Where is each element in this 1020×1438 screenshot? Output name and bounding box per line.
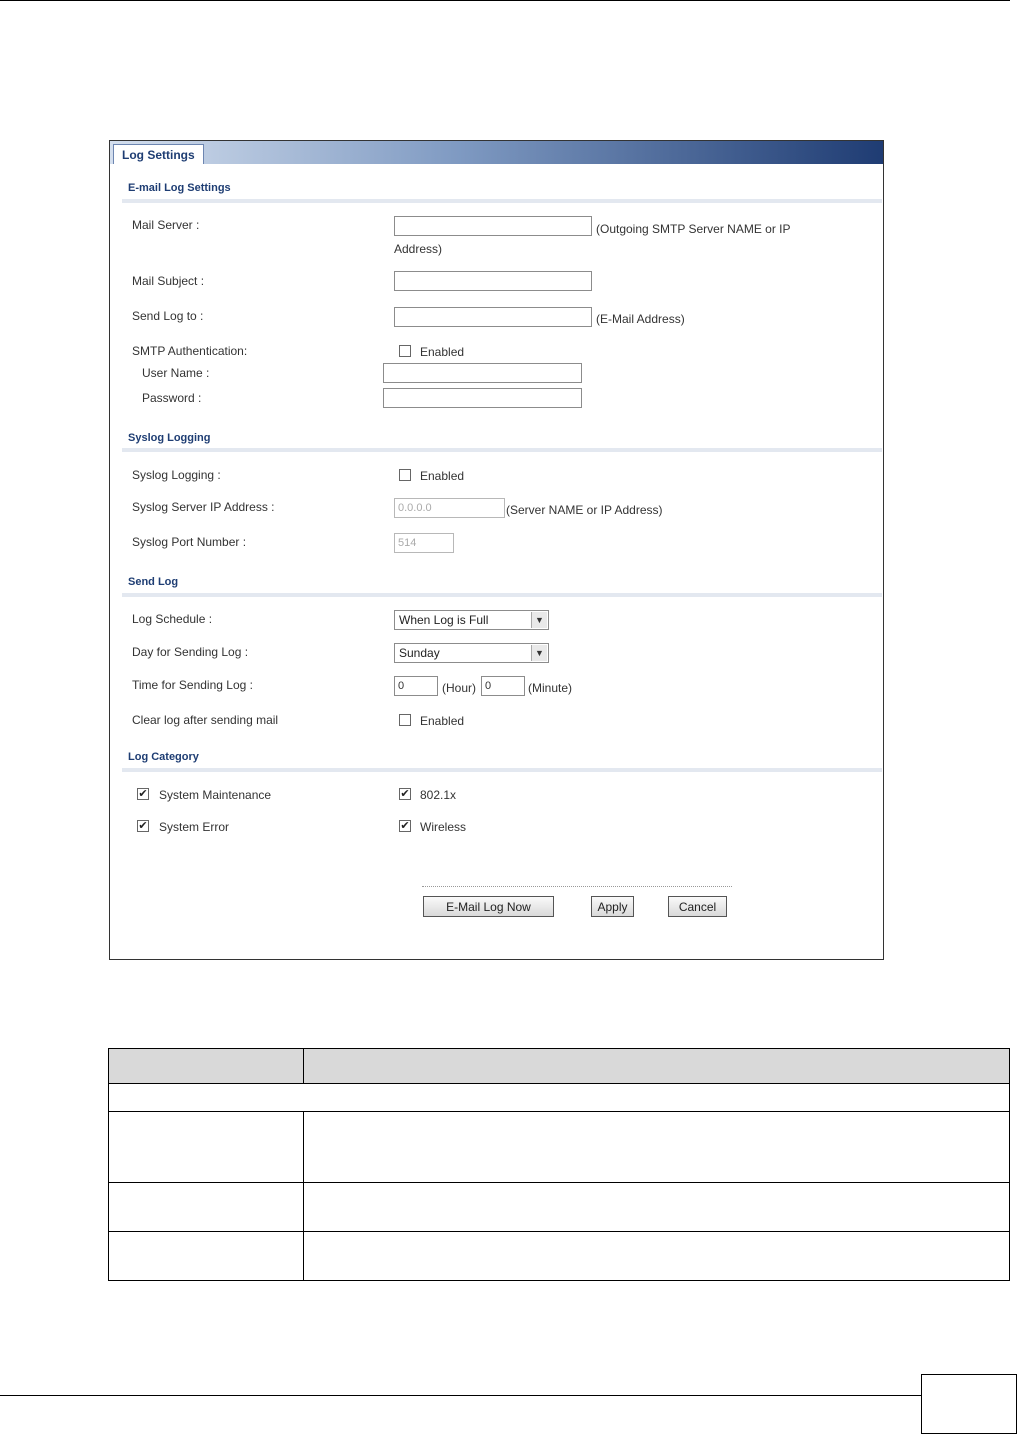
system-maintenance-checkbox[interactable]: ✔ bbox=[138, 788, 148, 800]
table-row bbox=[109, 1183, 1010, 1232]
button-divider bbox=[422, 886, 732, 887]
clear-log-checkbox[interactable] bbox=[399, 714, 411, 726]
system-error-label: System Error bbox=[159, 820, 230, 834]
section-title-send-log: Send Log bbox=[128, 576, 179, 588]
table-cell bbox=[304, 1112, 1010, 1183]
table-cell bbox=[304, 1232, 1010, 1281]
section-divider bbox=[122, 448, 882, 452]
chevron-down-icon[interactable]: ▼ bbox=[531, 612, 547, 628]
syslog-server-ip-hint: (Server NAME or IP Address) bbox=[506, 503, 663, 517]
password-input[interactable] bbox=[383, 388, 582, 408]
table-row bbox=[109, 1112, 1010, 1183]
chevron-down-icon[interactable]: ▼ bbox=[531, 645, 547, 661]
hour-input[interactable] bbox=[394, 676, 438, 696]
table-cell bbox=[109, 1183, 304, 1232]
hour-unit-label: (Hour) bbox=[442, 681, 477, 695]
send-log-to-label: Send Log to : bbox=[132, 309, 204, 323]
day-for-sending-select[interactable] bbox=[394, 643, 549, 663]
syslog-server-ip-input[interactable] bbox=[394, 498, 505, 518]
apply-button[interactable]: Apply bbox=[591, 896, 634, 917]
mail-server-hint: (Outgoing SMTP Server NAME or IP bbox=[596, 222, 791, 236]
table-cell bbox=[109, 1084, 1010, 1112]
user-name-label: User Name : bbox=[142, 366, 210, 380]
clear-log-enabled-label: Enabled bbox=[420, 714, 465, 728]
send-log-to-input[interactable] bbox=[394, 307, 592, 327]
header-rule bbox=[0, 0, 1010, 1]
syslog-logging-checkbox[interactable] bbox=[399, 469, 411, 481]
syslog-port-label: Syslog Port Number : bbox=[132, 535, 247, 549]
table-header-cell bbox=[109, 1049, 304, 1084]
table-cell bbox=[109, 1112, 304, 1183]
dot1x-label: 802.1x bbox=[420, 788, 457, 802]
syslog-enabled-label: Enabled bbox=[420, 469, 465, 483]
tab-log-settings[interactable]: Log Settings bbox=[113, 144, 204, 164]
day-for-sending-label: Day for Sending Log : bbox=[132, 645, 249, 659]
clear-log-label: Clear log after sending mail bbox=[132, 713, 279, 727]
table-cell bbox=[109, 1232, 304, 1281]
tab-bar bbox=[110, 141, 883, 164]
mail-server-label: Mail Server : bbox=[132, 218, 200, 232]
table-row bbox=[109, 1084, 1010, 1112]
footer-rule bbox=[0, 1395, 922, 1396]
day-for-sending-value: Sunday bbox=[399, 646, 440, 660]
table-header-row bbox=[109, 1049, 1010, 1084]
dot1x-checkbox[interactable]: ✔ bbox=[400, 788, 410, 800]
password-label: Password : bbox=[142, 391, 202, 405]
log-schedule-select[interactable] bbox=[394, 610, 549, 630]
wireless-checkbox[interactable]: ✔ bbox=[400, 820, 410, 832]
smtp-auth-enabled-label: Enabled bbox=[420, 345, 465, 359]
section-divider bbox=[122, 768, 882, 772]
wireless-label: Wireless bbox=[420, 820, 467, 834]
system-error-checkbox[interactable]: ✔ bbox=[138, 820, 148, 832]
email-log-now-button[interactable]: E-Mail Log Now bbox=[423, 896, 554, 917]
section-divider bbox=[122, 593, 882, 597]
log-schedule-value: When Log is Full bbox=[399, 613, 489, 627]
mail-subject-label: Mail Subject : bbox=[132, 274, 205, 288]
section-title-syslog: Syslog Logging bbox=[128, 432, 211, 444]
system-maintenance-label: System Maintenance bbox=[159, 788, 272, 802]
mail-subject-input[interactable] bbox=[394, 271, 592, 291]
section-title-log-category: Log Category bbox=[128, 751, 199, 763]
syslog-port-input[interactable] bbox=[394, 533, 454, 553]
cancel-button[interactable]: Cancel bbox=[668, 896, 727, 917]
section-title-email: E-mail Log Settings bbox=[128, 182, 231, 194]
syslog-logging-label: Syslog Logging : bbox=[132, 468, 221, 482]
table-cell bbox=[304, 1183, 1010, 1232]
minute-unit-label: (Minute) bbox=[528, 681, 573, 695]
smtp-auth-checkbox[interactable] bbox=[399, 345, 411, 357]
minute-input[interactable] bbox=[481, 676, 525, 696]
table-header-cell bbox=[304, 1049, 1010, 1084]
section-divider bbox=[122, 199, 882, 203]
mail-server-input[interactable] bbox=[394, 216, 592, 236]
table-row bbox=[109, 1232, 1010, 1281]
mail-server-hint-cont: Address) bbox=[394, 242, 443, 256]
log-settings-panel bbox=[109, 140, 884, 960]
log-schedule-label: Log Schedule : bbox=[132, 612, 213, 626]
user-name-input[interactable] bbox=[383, 363, 582, 383]
smtp-auth-label: SMTP Authentication: bbox=[132, 344, 248, 358]
page-number-box bbox=[921, 1374, 1017, 1434]
time-for-sending-label: Time for Sending Log : bbox=[132, 678, 253, 692]
syslog-server-ip-label: Syslog Server IP Address : bbox=[132, 500, 275, 514]
description-table bbox=[108, 1048, 1010, 1281]
send-log-to-hint: (E-Mail Address) bbox=[596, 312, 685, 326]
